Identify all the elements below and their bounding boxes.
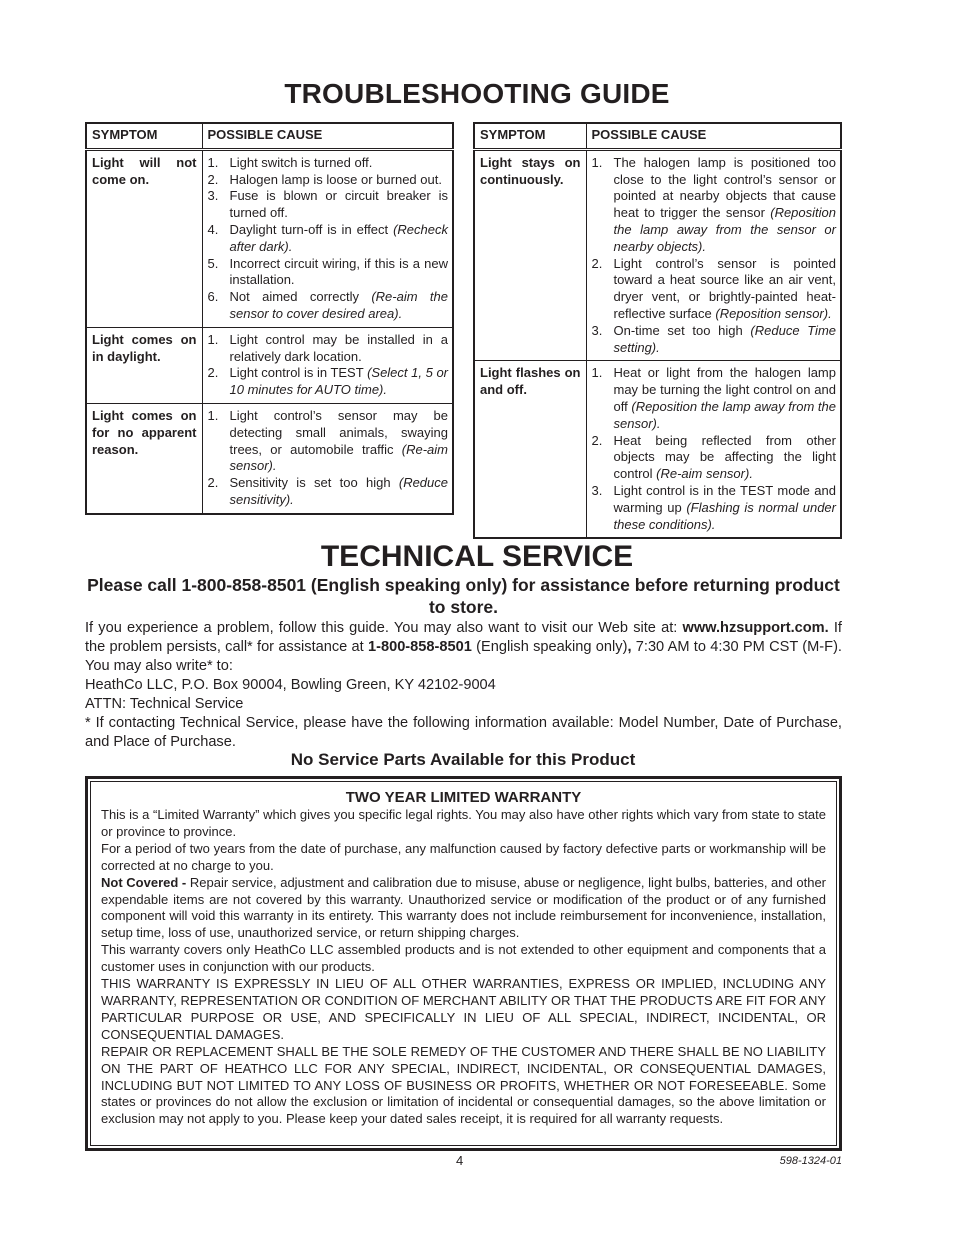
cause-remedy: (Reduce Time setting). <box>613 322 837 355</box>
cause-text: Light control is in the TEST mode and warming up <box>613 482 836 515</box>
list-item <box>208 332 449 366</box>
cause-remedy: (Reposition sensor). <box>715 305 832 321</box>
list-item <box>592 155 837 256</box>
attention-line: ATTN: Technical Service <box>85 696 244 712</box>
item-number: 2. <box>207 475 219 491</box>
cause-text: Halogen lamp is loose or burned out. <box>229 171 442 187</box>
symptom-header: SYMPTOM <box>474 123 586 149</box>
table-row <box>474 149 841 361</box>
symptom-cell: Light comes on for no apparent reason. <box>86 403 202 513</box>
list-item <box>208 475 449 509</box>
page-number: 4 <box>456 1153 464 1168</box>
cause-list <box>592 155 837 357</box>
not-covered-label: Not Covered - <box>101 874 187 890</box>
item-number: 1. <box>207 407 219 423</box>
cause-cell <box>586 361 841 538</box>
cause-remedy: (Recheck after dark). <box>229 221 448 254</box>
item-number: 3. <box>207 188 219 204</box>
cause-cell <box>202 327 453 403</box>
item-number: 4. <box>207 221 219 237</box>
list-item <box>208 222 449 256</box>
cause-remedy: (Reposition the lamp away from the sensor). <box>613 398 836 431</box>
item-number: 2. <box>591 432 603 448</box>
phone-number: 1-800-858-8501 <box>367 639 472 655</box>
warranty-inner <box>90 781 837 1146</box>
symptom-cell: Light will not come on. <box>86 149 202 327</box>
troubleshooting-table-left <box>85 122 454 515</box>
item-number: 1. <box>207 154 219 170</box>
cause-remedy: (Re-aim sensor). <box>656 466 753 482</box>
symptom-cell: Light comes on in daylight. <box>86 327 202 403</box>
item-number: 3. <box>591 322 603 338</box>
table-row <box>86 403 453 513</box>
cause-text: Light control is in TEST <box>229 365 368 381</box>
mailing-address: HeathCo LLC, P.O. Box 90004, Bowling Green, KY 42102-9004 <box>85 677 496 693</box>
list-item <box>592 483 837 533</box>
item-number: 1. <box>591 154 603 170</box>
item-number: 3. <box>591 482 603 498</box>
table-body <box>474 149 841 538</box>
cause-text: Heat or light from the halogen lamp may be turning the light control on and off <box>613 365 836 414</box>
list-item <box>592 365 837 432</box>
list-item <box>208 256 449 290</box>
document-number: 598-1324-01 <box>779 1155 842 1167</box>
cause-remedy: (Re-aim sensor). <box>229 441 448 474</box>
cause-list <box>208 332 449 399</box>
warranty-paragraph: THIS WARRANTY IS EXPRESSLY IN LIEU OF ALL OTHER WARRANTIES, EXPRESS OR IMPLIED, INCLUDING ANY WARRANTY, REPRESENTATION OR CONDITION OF MERCHANT ABILITY OR THAT THE PRODUCTS ARE FIT FOR ANY PARTICULAR PURPOSE OR USE, AND SPECIFICALLY IN LIEU OF ALL SPECIAL, INDIRECT, INCIDENTAL, OR CONSEQUENTIAL DAMAGES. <box>101 976 826 1042</box>
warranty-paragraph: Not Covered - Repair service, adjustment and calibration due to misuse, abuse or negligence, light bulbs, batteries, and other expendable items are not covered by this warranty. Unauthorized service or modification of the product or of any furnished component will void this warranty in its entirety. This warranty does not include reimbursement for inconvenience, installation, setup time, loss of use, unauthorized service, or return shipping charges. <box>101 874 826 941</box>
cause-text: Light control’s sensor is pointed toward a heat source like an air vent, dryer vent, or brightly-painted heat-reflective surface <box>613 255 836 321</box>
footnote: * If contacting Technical Service, please have the following information available: Model Number, Date of Purchase, and Place of Purchase. <box>85 715 842 750</box>
list-item <box>208 365 449 399</box>
cause-text: Light control may be installed in a relatively dark location. <box>229 331 448 364</box>
item-number: 6. <box>207 289 219 305</box>
symptom-header: SYMPTOM <box>86 123 202 149</box>
cause-text: Light switch is turned off. <box>229 154 373 170</box>
cause-text: The halogen lamp is positioned too close to the light control’s sensor or pointed at nearby objects that cause heat to trigger the sensor <box>613 154 836 221</box>
cause-remedy: (Reposition the lamp away from the sensor or nearby objects). <box>613 205 836 254</box>
cause-text: Not aimed correctly <box>229 289 372 305</box>
no-service-parts-heading: No Service Parts Available for this Product <box>290 750 636 769</box>
table-body <box>86 149 453 513</box>
service-paragraph: If you experience a problem, follow this guide. You may also want to visit our Web site at: www.hzsupport.com. If the problem persists, call* for assistance at 1-800-858-8501 (English speaking only), 7:30 AM to 4:30 PM CST (M-F). You may also write* to: <box>85 620 842 674</box>
item-number: 2. <box>207 365 219 381</box>
cause-text: Daylight turn-off is in effect <box>229 221 394 237</box>
list-item <box>592 323 837 357</box>
list-item <box>208 188 449 222</box>
symptom-cell: Light flashes on and off. <box>474 361 586 538</box>
warranty-paragraph: For a period of two years from the date of purchase, any malfunction caused by factory defective parts or workmanship will be corrected at no charge to you. <box>101 840 826 873</box>
item-number: 1. <box>207 331 219 347</box>
cause-header: POSSIBLE CAUSE <box>586 123 841 149</box>
cause-cell <box>202 403 453 513</box>
warranty-paragraph: This warranty covers only HeathCo LLC assembled products and is not extended to other equipment and components that a customer uses in conjunction with our products. <box>101 942 826 975</box>
cause-text: On-time set too high <box>613 322 751 338</box>
list-item <box>208 172 449 189</box>
warranty-paragraph: This is a “Limited Warranty” which gives you specific legal rights. You may also have other rights which vary from state to state or province to province. <box>101 807 826 839</box>
item-number: 2. <box>207 171 219 187</box>
technical-service-title: TECHNICAL SERVICE <box>320 540 634 573</box>
table-row <box>86 149 453 327</box>
cause-text: Light control’s sensor may be detecting small animals, swaying trees, or automobile traffic <box>229 407 448 457</box>
list-item <box>208 155 449 172</box>
cause-remedy: (Reduce sensitivity). <box>229 475 448 507</box>
list-item <box>208 289 449 323</box>
table-row <box>86 327 453 403</box>
cause-remedy: (Re-aim the sensor to cover desired area). <box>229 289 448 321</box>
item-number: 5. <box>207 255 219 271</box>
troubleshooting-table-right <box>473 122 842 539</box>
warranty-title: TWO YEAR LIMITED WARRANTY <box>345 789 582 806</box>
item-number: 2. <box>591 255 603 271</box>
cause-cell <box>586 149 841 361</box>
cause-text: Heat being reflected from other objects may be affecting the light control <box>613 432 836 482</box>
list-item <box>208 408 449 475</box>
warranty-paragraph: REPAIR OR REPLACEMENT SHALL BE THE SOLE REMEDY OF THE CUSTOMER AND THERE SHALL BE NO LIABILITY ON THE PART OF HEATHCO LLC FOR ANY SPECIAL, INDIRECT, INCIDENTAL, OR CONSEQUENTIAL DAMAGES, INCLUDING BUT NOT LIMITED TO ANY LOSS OF BUSINESS OR PROFITS, WHETHER OR NOT FORESEEABLE. Some states or provinces do not allow the exclusion or limitation of incidental or consequential damages, so the above limitation or exclusion may not apply to you. Please keep your dated sales receipt, it is required for all warranty requests. <box>101 1043 827 1127</box>
list-item <box>592 433 837 483</box>
technical-service-body <box>85 619 842 752</box>
table-row <box>474 361 841 538</box>
cause-header: POSSIBLE CAUSE <box>202 123 453 149</box>
website-link[interactable]: www.hzsupport.com. <box>682 620 829 636</box>
cause-list <box>592 365 837 533</box>
cause-text: Incorrect circuit wiring, if this is a new installation. <box>229 255 448 288</box>
cause-remedy: (Select 1, 5 or 10 minutes for AUTO time). <box>229 365 449 398</box>
cause-cell <box>202 149 453 327</box>
cause-text: Fuse is blown or circuit breaker is turned off. <box>229 188 448 221</box>
item-number: 1. <box>591 365 603 381</box>
symptom-cell: Light stays on continuously. <box>474 149 586 361</box>
cause-list <box>208 155 449 323</box>
list-item <box>592 256 837 323</box>
page-title: TROUBLESHOOTING GUIDE <box>284 78 670 109</box>
cause-remedy: (Flashing is normal under these conditions). <box>613 499 836 532</box>
cause-text: Sensitivity is set too high <box>229 475 399 491</box>
warranty-box <box>85 776 842 1151</box>
cause-list <box>208 408 449 509</box>
call-line: Please call 1-800-858-8501 (English speaking only) for assistance before returning product to store. <box>87 575 840 617</box>
